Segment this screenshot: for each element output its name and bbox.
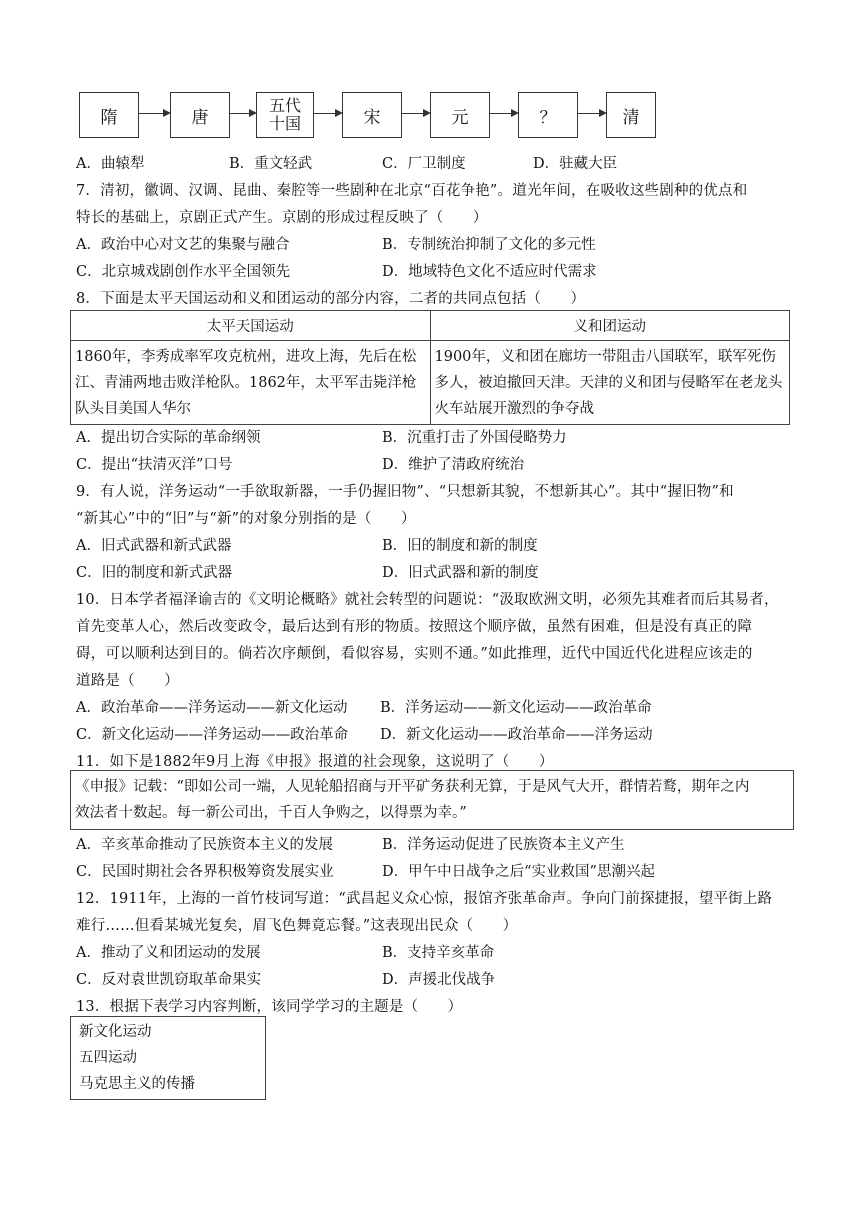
flow-box-tang: 唐 <box>170 92 230 138</box>
flow-box-yuan: 元 <box>430 92 490 138</box>
flow-box-song: 宋 <box>342 92 402 138</box>
q11-stem: 11．如下是1882年9月上海《申报》报道的社会现象，这说明了（ ） <box>76 754 554 770</box>
q7-option-a[interactable]: A．政治中心对文艺的集聚与融合 <box>76 237 290 253</box>
flow-arrow <box>577 113 605 114</box>
flow-box-sui: 隋 <box>79 92 139 138</box>
q7-stem-line: 特长的基础上，京剧正式产生。京剧的形成过程反映了（ ） <box>76 210 488 226</box>
quote-line: 效法者十数起。每一新公司出，千百人争购之，以得票为幸。” <box>75 805 467 821</box>
q9-option-d[interactable]: D．旧式武器和新的制度 <box>382 565 539 581</box>
q11-option-d[interactable]: D．甲午中日战争之后“实业救国”思潮兴起 <box>382 864 655 880</box>
q12-option-c[interactable]: C．反对袁世凯窃取革命果实 <box>76 972 262 988</box>
q6-option-c[interactable]: C．厂卫制度 <box>382 156 466 172</box>
table-cell: 1900年，义和团在廊坊一带阻击八国联军，联军死伤多人，被迫撤回天津。天津的义和团与侵略军在老龙头火车站展开激烈的争夺战 <box>430 341 790 425</box>
q11-option-a[interactable]: A．辛亥革命推动了民族资本主义的发展 <box>76 837 333 853</box>
q10-option-c[interactable]: C．新文化运动——洋务运动——政治革命 <box>76 727 349 743</box>
q10-option-a[interactable]: A．政治革命——洋务运动——新文化运动 <box>76 700 348 716</box>
q10-option-b[interactable]: B．洋务运动——新文化运动——政治革命 <box>380 700 652 716</box>
q12-option-a[interactable]: A．推动了义和团运动的发展 <box>76 945 261 961</box>
q6-option-b[interactable]: B．重文轻武 <box>229 156 313 172</box>
q7-stem-line: 7．清初，徽调、汉调、昆曲、秦腔等一些剧种在北京“百花争艳”。道光年间，在吸收这些剧种的优点和 <box>76 183 748 199</box>
q6-option-d[interactable]: D．驻藏大臣 <box>533 156 618 172</box>
q8-option-c[interactable]: C．提出“扶清灭洋”口号 <box>76 457 233 473</box>
q7-option-d[interactable]: D．地域特色文化不适应时代需求 <box>382 264 597 280</box>
q7-option-c[interactable]: C．北京城戏剧创作水平全国领先 <box>76 264 291 280</box>
q8-stem: 8．下面是太平天国运动和义和团运动的部分内容，二者的共同点包括（ ） <box>76 291 586 307</box>
flow-box-unknown: ？ <box>518 92 578 138</box>
q13-topic-list <box>70 1016 266 1100</box>
flow-box-wudai: 五代 十国 <box>256 92 314 138</box>
q12-option-b[interactable]: B．支持辛亥革命 <box>382 945 495 961</box>
q7-option-b[interactable]: B．专制统治抑制了文化的多元性 <box>382 237 596 253</box>
q9-option-b[interactable]: B．旧的制度和新的制度 <box>382 538 538 554</box>
q8-option-d[interactable]: D．维护了清政府统治 <box>382 457 525 473</box>
q10-stem-line: 10．日本学者福泽谕吉的《文明论概略》就社会转型的问题说：“汲取欧洲文明，必须先其难者而后其易者， <box>76 592 779 608</box>
q10-stem-line: 首先变革人心，然后改变政令，最后达到有形的物质。按照这个顺序做，虽然有困难，但是没有真正的障 <box>76 619 753 635</box>
q6-option-a[interactable]: A．曲辕犁 <box>76 156 145 172</box>
q10-stem-line: 碍，可以顺利达到目的。倘若次序颠倒，看似容易，实则不通。”如此推理，近代中国近代化进程应该走的 <box>76 646 753 662</box>
q11-option-b[interactable]: B．洋务运动促进了民族资本主义产生 <box>382 837 625 853</box>
q12-option-d[interactable]: D．声援北伐战争 <box>382 972 496 988</box>
flow-arrow <box>401 113 429 114</box>
q9-option-c[interactable]: C．旧的制度和新式武器 <box>76 565 233 581</box>
flow-arrow <box>489 113 517 114</box>
q8-option-a[interactable]: A．提出切合实际的革命纲领 <box>76 430 261 446</box>
flow-arrow <box>229 113 255 114</box>
list-item: 马克思主义的传播 <box>79 1076 195 1092</box>
q10-stem-line: 道路是（ ） <box>76 673 179 689</box>
flow-box-qing: 清 <box>606 92 656 138</box>
q8-option-b[interactable]: B．沉重打击了外国侵略势力 <box>382 430 567 446</box>
table-header: 太平天国运动 <box>71 311 431 341</box>
flow-arrow <box>313 113 341 114</box>
q12-stem-line: 难行……但看某城光复矣，眉飞色舞竟忘餐。”这表现出民众（ ） <box>76 918 518 934</box>
list-item: 五四运动 <box>79 1050 137 1066</box>
flow-arrow <box>138 113 169 114</box>
q8-comparison-table <box>70 310 790 425</box>
table-cell: 1860年，李秀成率军攻克杭州，进攻上海，先后在松江、青浦两地击败洋枪队。1862年，太平军击毙洋枪队头目美国人华尔 <box>71 341 431 425</box>
q12-stem-line: 12．1911年，上海的一首竹枝词写道：“武昌起义众心惊，报馆齐张革命声。争向门前探捷报，望平街上路 <box>76 891 773 907</box>
q10-option-d[interactable]: D．新文化运动——政治革命——洋务运动 <box>380 727 653 743</box>
q11-option-c[interactable]: C．民国时期社会各界积极筹资发展实业 <box>76 864 334 880</box>
quote-line: 《申报》记载：“即如公司一端，人见轮船招商与开平矿务获利无算，于是风气大开，群情若鹜，期年之内 <box>75 779 750 795</box>
list-item: 新文化运动 <box>79 1024 152 1040</box>
q11-quote-box <box>70 770 794 830</box>
q9-stem-line: 9．有人说，洋务运动“一手欲取新器，一手仍握旧物”、“只想新其貌，不想新其心”。其中“握旧物”和 <box>76 484 734 500</box>
table-header: 义和团运动 <box>430 311 790 341</box>
q9-option-a[interactable]: A．旧式武器和新式武器 <box>76 538 232 554</box>
q9-stem-line: “新其心”中的“旧”与“新”的对象分别指的是（ ） <box>76 511 416 527</box>
q13-stem: 13．根据下表学习内容判断，该同学学习的主题是（ ） <box>76 999 463 1015</box>
